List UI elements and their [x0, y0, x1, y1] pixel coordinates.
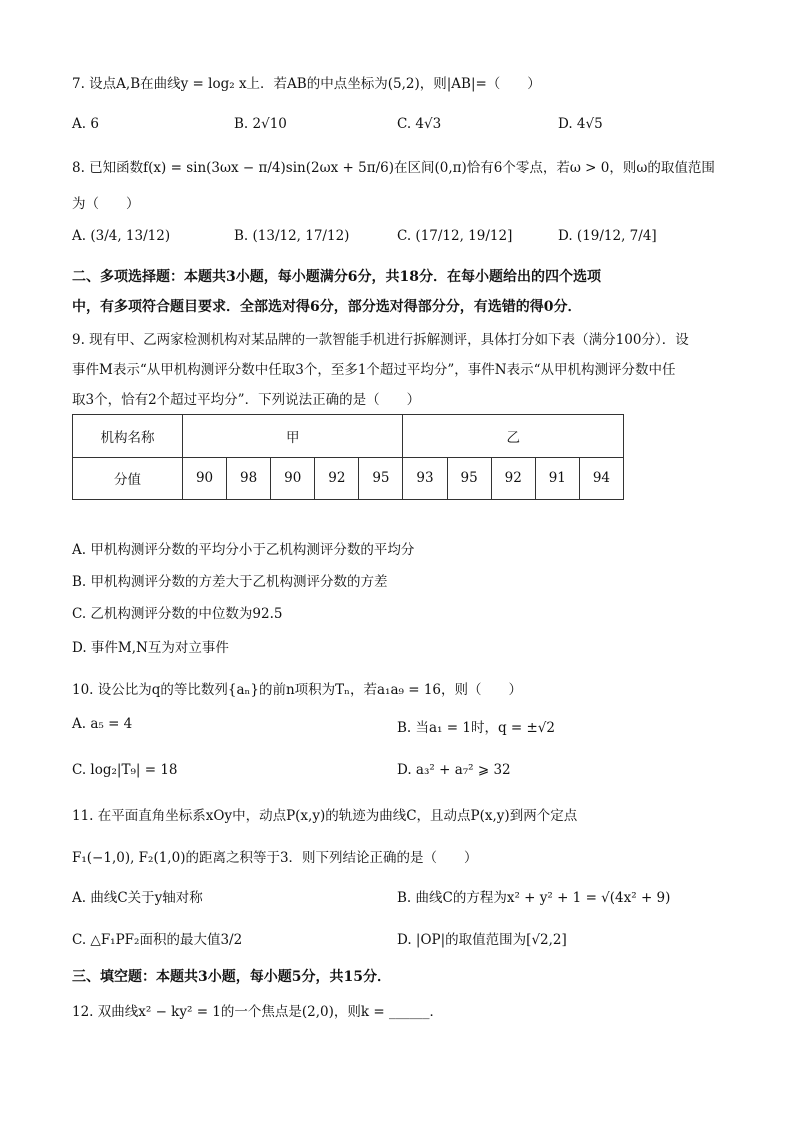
score-cell: 90	[271, 457, 315, 500]
q10-option-c: C. log₂|T₉| = 18	[72, 762, 178, 778]
score-table-value-row	[73, 457, 624, 500]
section3-heading: 三、填空题：本题共3小题，每小题5分，共15分．	[72, 969, 391, 985]
score-table	[72, 414, 624, 500]
score-cell: 98	[227, 457, 271, 500]
q7-stem: 7. 设点A,B在曲线y = log₂ x上．若AB的中点坐标为(5,2)，则|AB|=（ ）	[72, 76, 541, 92]
q9-stem-line3: 取3个，恰有2个超过平均分”．下列说法正确的是（ ）	[72, 392, 421, 408]
q11-option-c: C. △F₁PF₂面积的最大值3/2	[72, 932, 243, 948]
section2-heading-line2: 中，有多项符合题目要求．全部选对得6分，部分选对得部分分，有选错的得0分．	[72, 299, 582, 315]
score-cell: 92	[491, 457, 535, 500]
group-b-header: 乙	[403, 415, 624, 458]
score-cell: 95	[359, 457, 403, 500]
q7-option-c: C. 4√3	[397, 116, 442, 132]
q8-stem-continued: 为（ ）	[72, 196, 140, 212]
q11-option-b: B. 曲线C的方程为x² + y² + 1 = √(4x² + 9)	[397, 890, 671, 906]
score-cell: 95	[447, 457, 491, 500]
q10-stem: 10. 设公比为q的等比数列{aₙ}的前n项积为Tₙ，若a₁a₉ = 16，则（ ）	[72, 682, 523, 698]
q10-option-d: D. a₃² + a₇² ⩾ 32	[397, 762, 511, 778]
q7-option-b: B. 2√10	[234, 116, 287, 132]
q7-option-a: A. 6	[72, 116, 99, 132]
q8-option-a: A. (3/4, 13/12)	[72, 228, 171, 244]
row-label-cell: 分值	[73, 457, 183, 500]
header-label-cell: 机构名称	[73, 415, 183, 458]
score-cell: 90	[183, 457, 227, 500]
score-cell: 93	[403, 457, 447, 500]
q9-option-c: C. 乙机构测评分数的中位数为92.5	[72, 606, 283, 622]
section2-heading-line1: 二、多项选择题：本题共3小题，每小题满分6分，共18分．在每小题给出的四个选项	[72, 269, 601, 285]
group-a-header: 甲	[183, 415, 403, 458]
q8-option-c: C. (17/12, 19/12]	[397, 228, 513, 244]
q11-stem-line1: 11. 在平面直角坐标系xOy中，动点P(x,y)的轨迹为曲线C，且动点P(x,y)到两个定点	[72, 808, 578, 824]
q12-stem: 12. 双曲线x² − ky² = 1的一个焦点是(2,0)，则k = ______．	[72, 1004, 443, 1020]
q10-option-a: A. a₅ = 4	[72, 716, 133, 732]
score-cell: 91	[535, 457, 579, 500]
q11-stem-line2: F₁(−1,0), F₂(1,0)的距离之积等于3．则下列结论正确的是（ ）	[72, 850, 478, 866]
q9-option-b: B. 甲机构测评分数的方差大于乙机构测评分数的方差	[72, 574, 388, 590]
score-table-header-row	[73, 415, 624, 458]
q8-option-d: D. (19/12, 7/4]	[558, 228, 657, 244]
q9-stem-line1: 9. 现有甲、乙两家检测机构对某品牌的一款智能手机进行拆解测评，具体打分如下表（满分100分）．设	[72, 332, 689, 348]
q11-option-a: A. 曲线C关于y轴对称	[72, 890, 203, 906]
score-cell: 92	[315, 457, 359, 500]
q10-option-b: B. 当a₁ = 1时，q = ±√2	[397, 720, 555, 736]
q9-option-a: A. 甲机构测评分数的平均分小于乙机构测评分数的平均分	[72, 542, 415, 558]
q9-stem-line2: 事件M表示“从甲机构测评分数中任取3个，至多1个超过平均分”，事件N表示“从甲机构测评分数中任	[72, 362, 676, 378]
q11-option-d: D. |OP|的取值范围为[√2,2]	[397, 932, 567, 948]
q9-option-d: D. 事件M,N互为对立事件	[72, 640, 229, 656]
score-cell: 94	[579, 457, 623, 500]
q8-stem: 8. 已知函数f(x) = sin(3ωx − π/4)sin(2ωx + 5π/6)在区间(0,π)恰有6个零点，若ω > 0，则ω的取值范围	[72, 160, 715, 176]
q8-option-b: B. (13/12, 17/12)	[234, 228, 350, 244]
q7-option-d: D. 4√5	[558, 116, 603, 132]
